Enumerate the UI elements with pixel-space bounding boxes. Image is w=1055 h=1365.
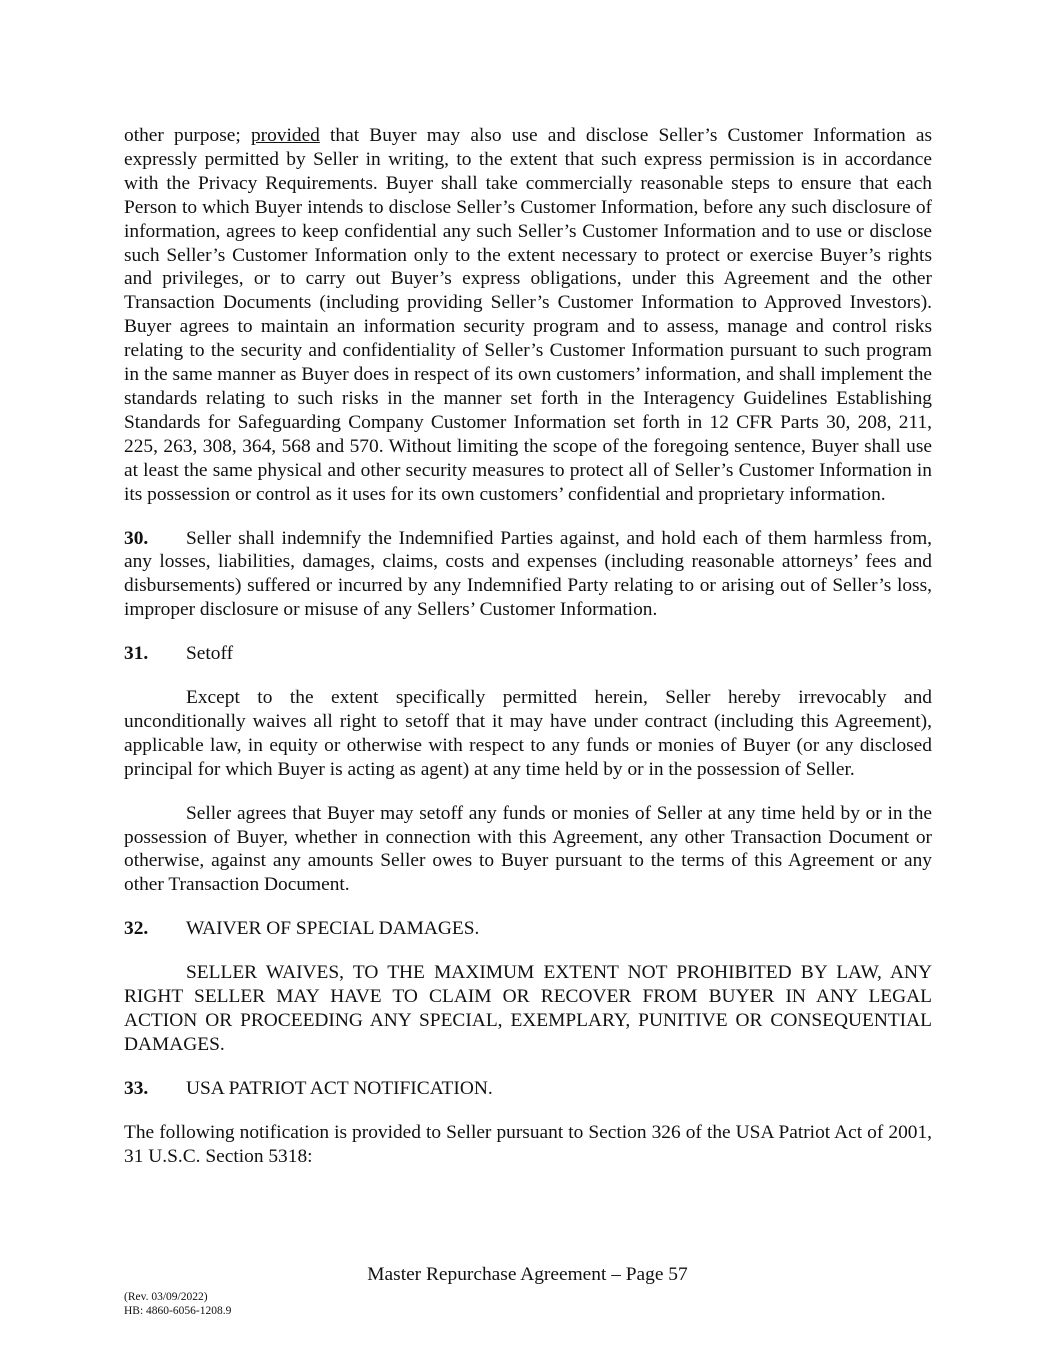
section-32-heading [124,917,932,941]
document-body [124,124,932,1189]
section-number: 33. [124,1077,149,1099]
paragraph-text: other purpose; [124,125,251,146]
footer-doc-info [124,1290,231,1318]
revision-date: (Rev. 03/09/2022) [124,1291,208,1303]
page-footer-label: Master Repurchase Agreement – Page 57 [367,1264,688,1285]
section-31-paragraph-1: Except to the extent specifically permitted herein, Seller hereby irrevocably and unconditionally waives all right to setoff that it may have under contract (including this Agreement), applicable law, in equity or otherwise with respect to any funds or monies of Buyer (or any disclosed principal for which Buyer is acting as agent) at any time held by or in the possession of Seller. [124,687,932,780]
section-number: 32. [124,918,149,940]
section-title: WAIVER OF SPECIAL DAMAGES. [186,918,480,940]
provided-term: provided [250,125,320,146]
section-number: 30. [124,527,149,549]
section-32-paragraph: SELLER WAIVES, TO THE MAXIMUM EXTENT NOT PROHIBITED BY LAW, ANY RIGHT SELLER MAY HAVE TO CLAIM OR RECOVER FROM BUYER IN ANY LEGAL ACTION OR PROCEEDING ANY SPECIAL, EXEMPLARY, PUNITIVE OR CONSEQUENTIAL DAMAGES. [124,962,932,1055]
section-33-paragraph: The following notification is provided to Seller pursuant to Section 326 of the USA Patriot Act of 2001, 31 U.S.C. Section 5318: [124,1121,932,1167]
section-number: 31. [124,643,149,665]
section-33-heading [124,1077,932,1101]
paragraph-text: that Buyer may also use and disclose Seller’s Customer Information as expressly permitted by Seller in writing, to the extent that such express permission is in accordance with the Privacy Requirements. Buyer shall take commercially reasonable steps to ensure that each Person to which Buyer intends to disclose Seller’s Customer Information, before any such disclosure of information, agrees to keep confidential any such Seller’s Customer Information and to use or disclose such Seller’s Customer Information only to the extent necessary to protect or exercise Buyer’s rights and privileges, or to carry out Buyer’s express obligations, under this Agreement and the other Transaction Documents (including providing Seller’s Customer Information to Approved Investors). Buyer agrees to maintain an information security program and to assess, manage and control risks relating to the security and confidentiality of Seller’s Customer Information pursuant to such program in the same manner as Buyer does in respect of its own customers’ information, and shall implement the standards relating to such risks in the manner set forth in the Interagency Guidelines Establishing Standards for Safeguarding Company Customer Information set forth in 12 CFR Parts 30, 208, 211, 225, 263, 308, 364, 568 and 570. Without limiting the scope of the foregoing sentence, Buyer shall use at least the same physical and other security measures to protect all of Seller’s Customer Information in its possession or control as it uses for its own customers’ confidential and proprietary information. [124,125,932,505]
section-30 [124,527,932,623]
section-31-heading [124,642,932,666]
section-title: Setoff [186,643,234,665]
document-id: HB: 4860-6056-1208.9 [124,1305,232,1317]
section-title: USA PATRIOT ACT NOTIFICATION. [186,1077,493,1099]
paragraph-29-continuation [124,124,932,507]
section-31-paragraph-2: Seller agrees that Buyer may setoff any funds or monies of Seller at any time held by or in the possession of Buyer, whether in connection with this Agreement, any other Transaction Document or otherwise, against any amounts Seller owes to Buyer pursuant to the terms of this Agreement or any other Transaction Document. [124,802,932,896]
section-30-text: Seller shall indemnify the Indemnified Parties against, and hold each of them harmless from, any losses, liabilities, damages, claims, costs and expenses (including reasonable attorneys’ fees and disbursements) suffered or incurred by any Indemnified Party relating to or arising out of Seller’s loss, improper disclosure or misuse of any Sellers’ Customer Information. [124,527,932,621]
